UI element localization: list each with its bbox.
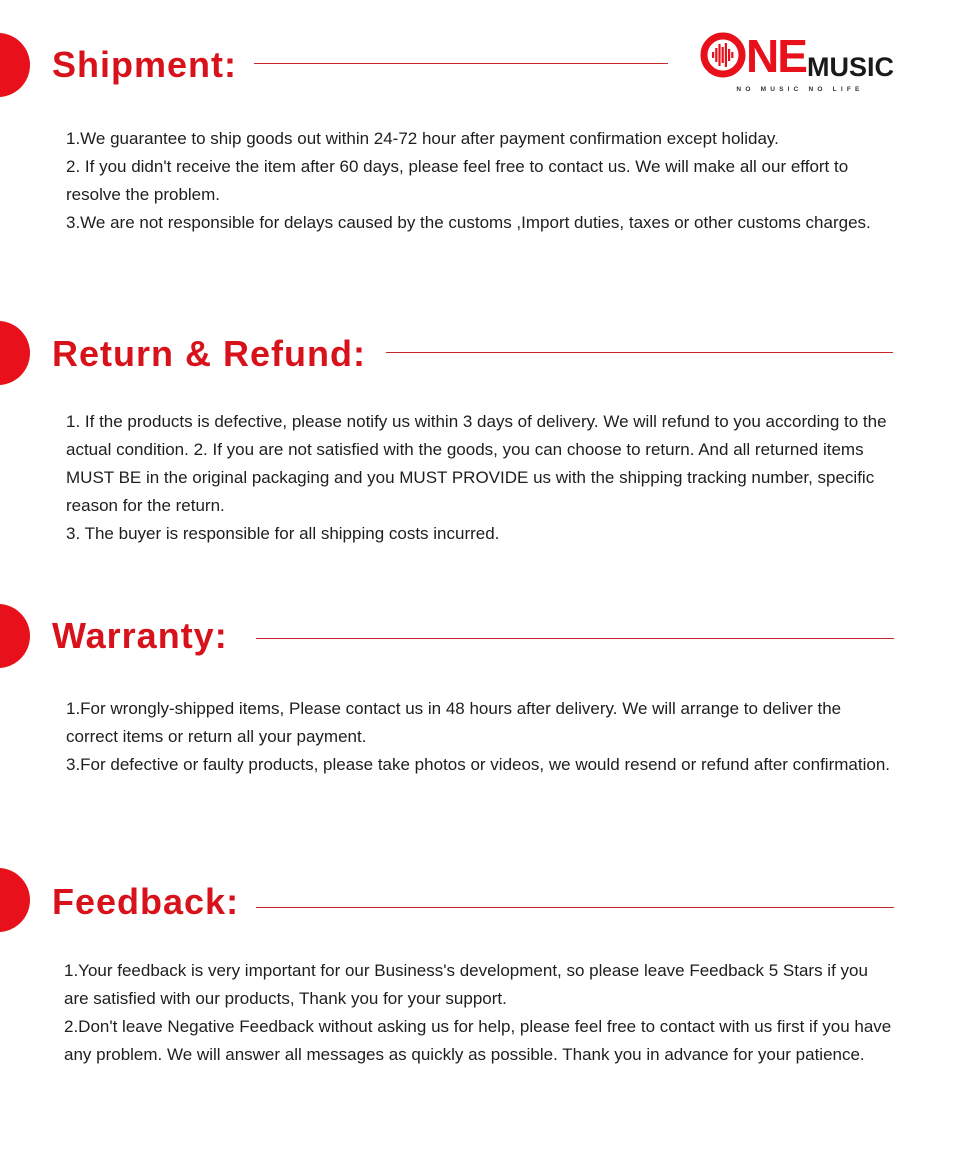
section-marker-dot [0,604,30,668]
section-title-feedback: Feedback: [52,881,240,922]
paragraph: 1.For wrongly-shipped items, Please contact us in 48 hours after delivery. We will arrange to deliver the correct items or return all your payment. [66,699,842,746]
paragraph: 2.Don't leave Negative Feedback without asking us for help, please feel free to contact with us first if you have any problem. We will answer all messages as quickly as possible. Thank you in advance for your patience. [64,1017,892,1064]
paragraph: 1. If the products is defective, please notify us within 3 days of delivery. We will refund to you according to the actual condition. 2. If you are not satisfied with the goods, you can choose to return. And all returned items MUST BE in the original packaging and you MUST PROVIDE us with the shipping tracking number, specific reason for the return. [66,412,887,515]
paragraph: 1.We guarantee to ship goods out within 24-72 hour after payment confirmation except holiday. [66,129,779,148]
paragraph: 3.We are not responsible for delays caused by the customs ,Import duties, taxes or other customs charges. [66,213,871,232]
section-body-warranty [66,695,896,779]
section-title-shipment: Shipment: [52,44,237,85]
logo-word-music: MUSIC [807,52,894,82]
section-body-shipment [66,125,896,237]
section-divider [256,638,894,639]
section-title-return-refund: Return & Refund: [52,333,366,374]
sound-wave-logo-icon [700,32,746,78]
section-divider [386,352,893,353]
paragraph: 3. The buyer is responsible for all shipping costs incurred. [66,524,500,543]
section-divider [254,63,668,64]
logo-tagline: NO MUSIC NO LIFE [736,86,864,93]
section-marker-dot [0,868,30,932]
section-title-warranty: Warranty: [52,615,228,656]
logo-letters-ne: NE [746,30,806,82]
section-marker-dot [0,33,30,97]
paragraph: 1.Your feedback is very important for our Business's development, so please leave Feedback 5 Stars if you are satisfied with our products, Thank you for your support. [64,961,868,1008]
section-body-feedback [64,957,896,1069]
section-marker-dot [0,321,30,385]
section-body-return-refund [66,408,896,548]
paragraph: 3.For defective or faulty products, please take photos or videos, we would resend or refund after confirmation. [66,755,890,774]
section-divider [256,907,894,908]
brand-logo [700,30,894,100]
paragraph: 2. If you didn't receive the item after 60 days, please feel free to contact us. We will make all our effort to resolve the problem. [66,157,849,204]
